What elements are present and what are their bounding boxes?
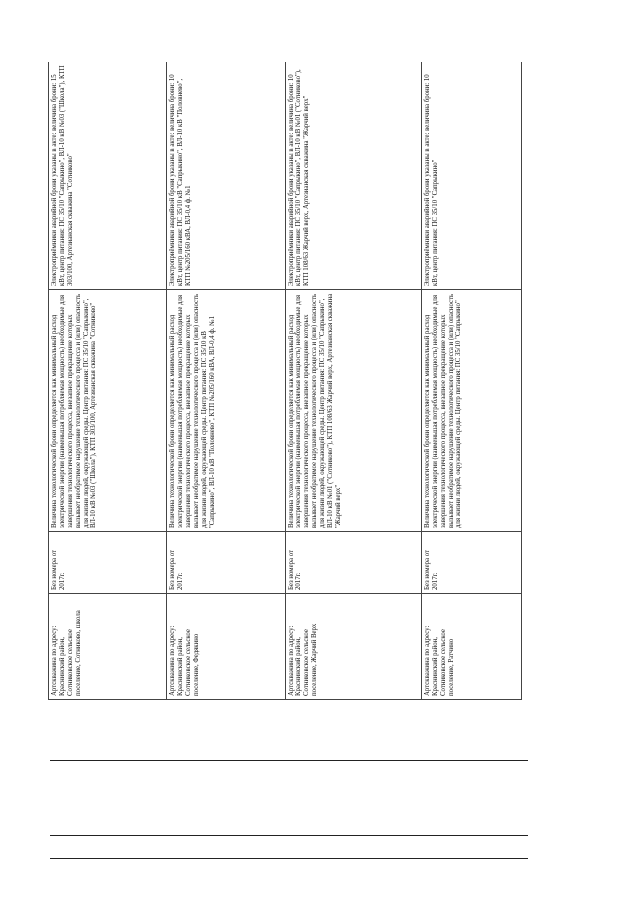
rotated-table-area: [48, 62, 522, 700]
rotated-content: [48, 62, 522, 700]
tech-armor-cell: Величина технологической брони определяется как минимальный расход электрической энергии (наименьшая потребляемая мощность) необходимые для завершения технологического процесса, внезапное прекращение которых вызывает необратимое нарушение технологического процесса и (или) опасность для жизни людей, окружающей среды. Центр питания: ПС 35/10 "Сапрыкино": [421, 290, 521, 532]
number-cell: Без номера от 2017г.: [421, 532, 521, 594]
signature-line: [50, 835, 528, 836]
table-row: [285, 62, 421, 700]
emergency-armor-cell: Электроприёмники аварийной брони указаны в акте: величина брони: 10 кВт, центр питания: ПС 35/10 "Сапрыкино", ВЛ-10 кВ №01 ("Сотниково"), КТП 108/63 Жарчий верх, Артезианская скважина "Жарчий верх": [285, 62, 421, 290]
table-row: [421, 62, 521, 700]
emergency-armor-cell: Электроприёмники аварийной брони указаны в акте: величина брони: 10 кВт, центр питания: ПС 35/10 кВ "Сапрыкино", ВЛ-10 кВ "Половнево", КТП №205/160 кВА, ВЛ-0,4 ф. №1: [167, 62, 285, 290]
signature-line: [50, 858, 528, 859]
object-cell: Артскважина по адресу: Краснинский район, Сотниковское сельское поселение, Ратчино: [421, 594, 521, 700]
object-cell: Артскважина по адресу: Краснинский район, Сотниковское сельское поселение, Жарчий Верх: [285, 594, 421, 700]
table-row: [49, 62, 167, 700]
table-row: [167, 62, 285, 700]
emergency-armor-cell: Электроприёмники аварийной брони указаны в акте: величина брони: 10 кВт, центр питания: ПС 35/10 "Сапрыкино": [421, 62, 521, 290]
tech-armor-cell: Величина технологической брони определяется как минимальный расход электрической энергии (наименьшая потребляемая мощность) необходимые для завершения технологического процесса, внезапное прекращение которых вызывает необратимое нарушение технологического процесса и (или) опасность для жизни людей, окружающей среды. Центр питания: ПС 35/10 "Сапрыкино", ВЛ-10 кВ №01 ("Сотниково"), КТП 108/63 Жарчий верх, Артезианская скважина "Жарчий верх": [285, 290, 421, 532]
number-cell: Без номера от 2017г.: [49, 532, 167, 594]
armor-table: [48, 62, 522, 700]
object-cell: Артскважина по адресу: Краснинский район, Сотниковское сельское поселение, Сотниково, школа: [49, 594, 167, 700]
number-cell: Без номера от 2017г.: [167, 532, 285, 594]
signature-line: [50, 760, 528, 761]
tech-armor-cell: Величина технологической брони определяется как минимальный расход электрической энергии (наименьшая потребляемая мощность) необходимые для завершения технологического процесса, внезапное прекращение которых вызывает необратимое нарушение технологического процесса и (или) опасность для жизни людей, окружающей среды. Центр питания: ПС 35/10 кВ "Сапрыкино", ВЛ-10 кВ "Половнево", КТП №205/160 кВА, ВЛ-0,4 ф. №1: [167, 290, 285, 532]
emergency-armor-cell: Электроприёмники аварийной брони указаны в акте: величина брони: 15 кВт, центр питания: ПС 35/10 "Сапрыкино", ВЛ-10 кВ №03 ("Школа"), КТП 303/100, Артезианская скважина "Сотниково": [49, 62, 167, 290]
object-cell: Артскважина по адресу: Краснинский район, Сотниковское сельское поселение, Федякино: [167, 594, 285, 700]
tech-armor-cell: Величина технологической брони определяется как минимальный расход электрической энергии (наименьшая потребляемая мощность) необходимые для завершения технологического процесса, внезапное прекращение которых вызывает необратимое нарушение технологического процесса и (или) опасность для жизни людей, окружающей среды. Центр питания: ПС 35/10 "Сапрыкино", ВЛ-10 кВ №03 ("Школа"), КТП 303/100, Артезианская скважина "Сотниково": [49, 290, 167, 532]
number-cell: Без номера от 2017г.: [285, 532, 421, 594]
